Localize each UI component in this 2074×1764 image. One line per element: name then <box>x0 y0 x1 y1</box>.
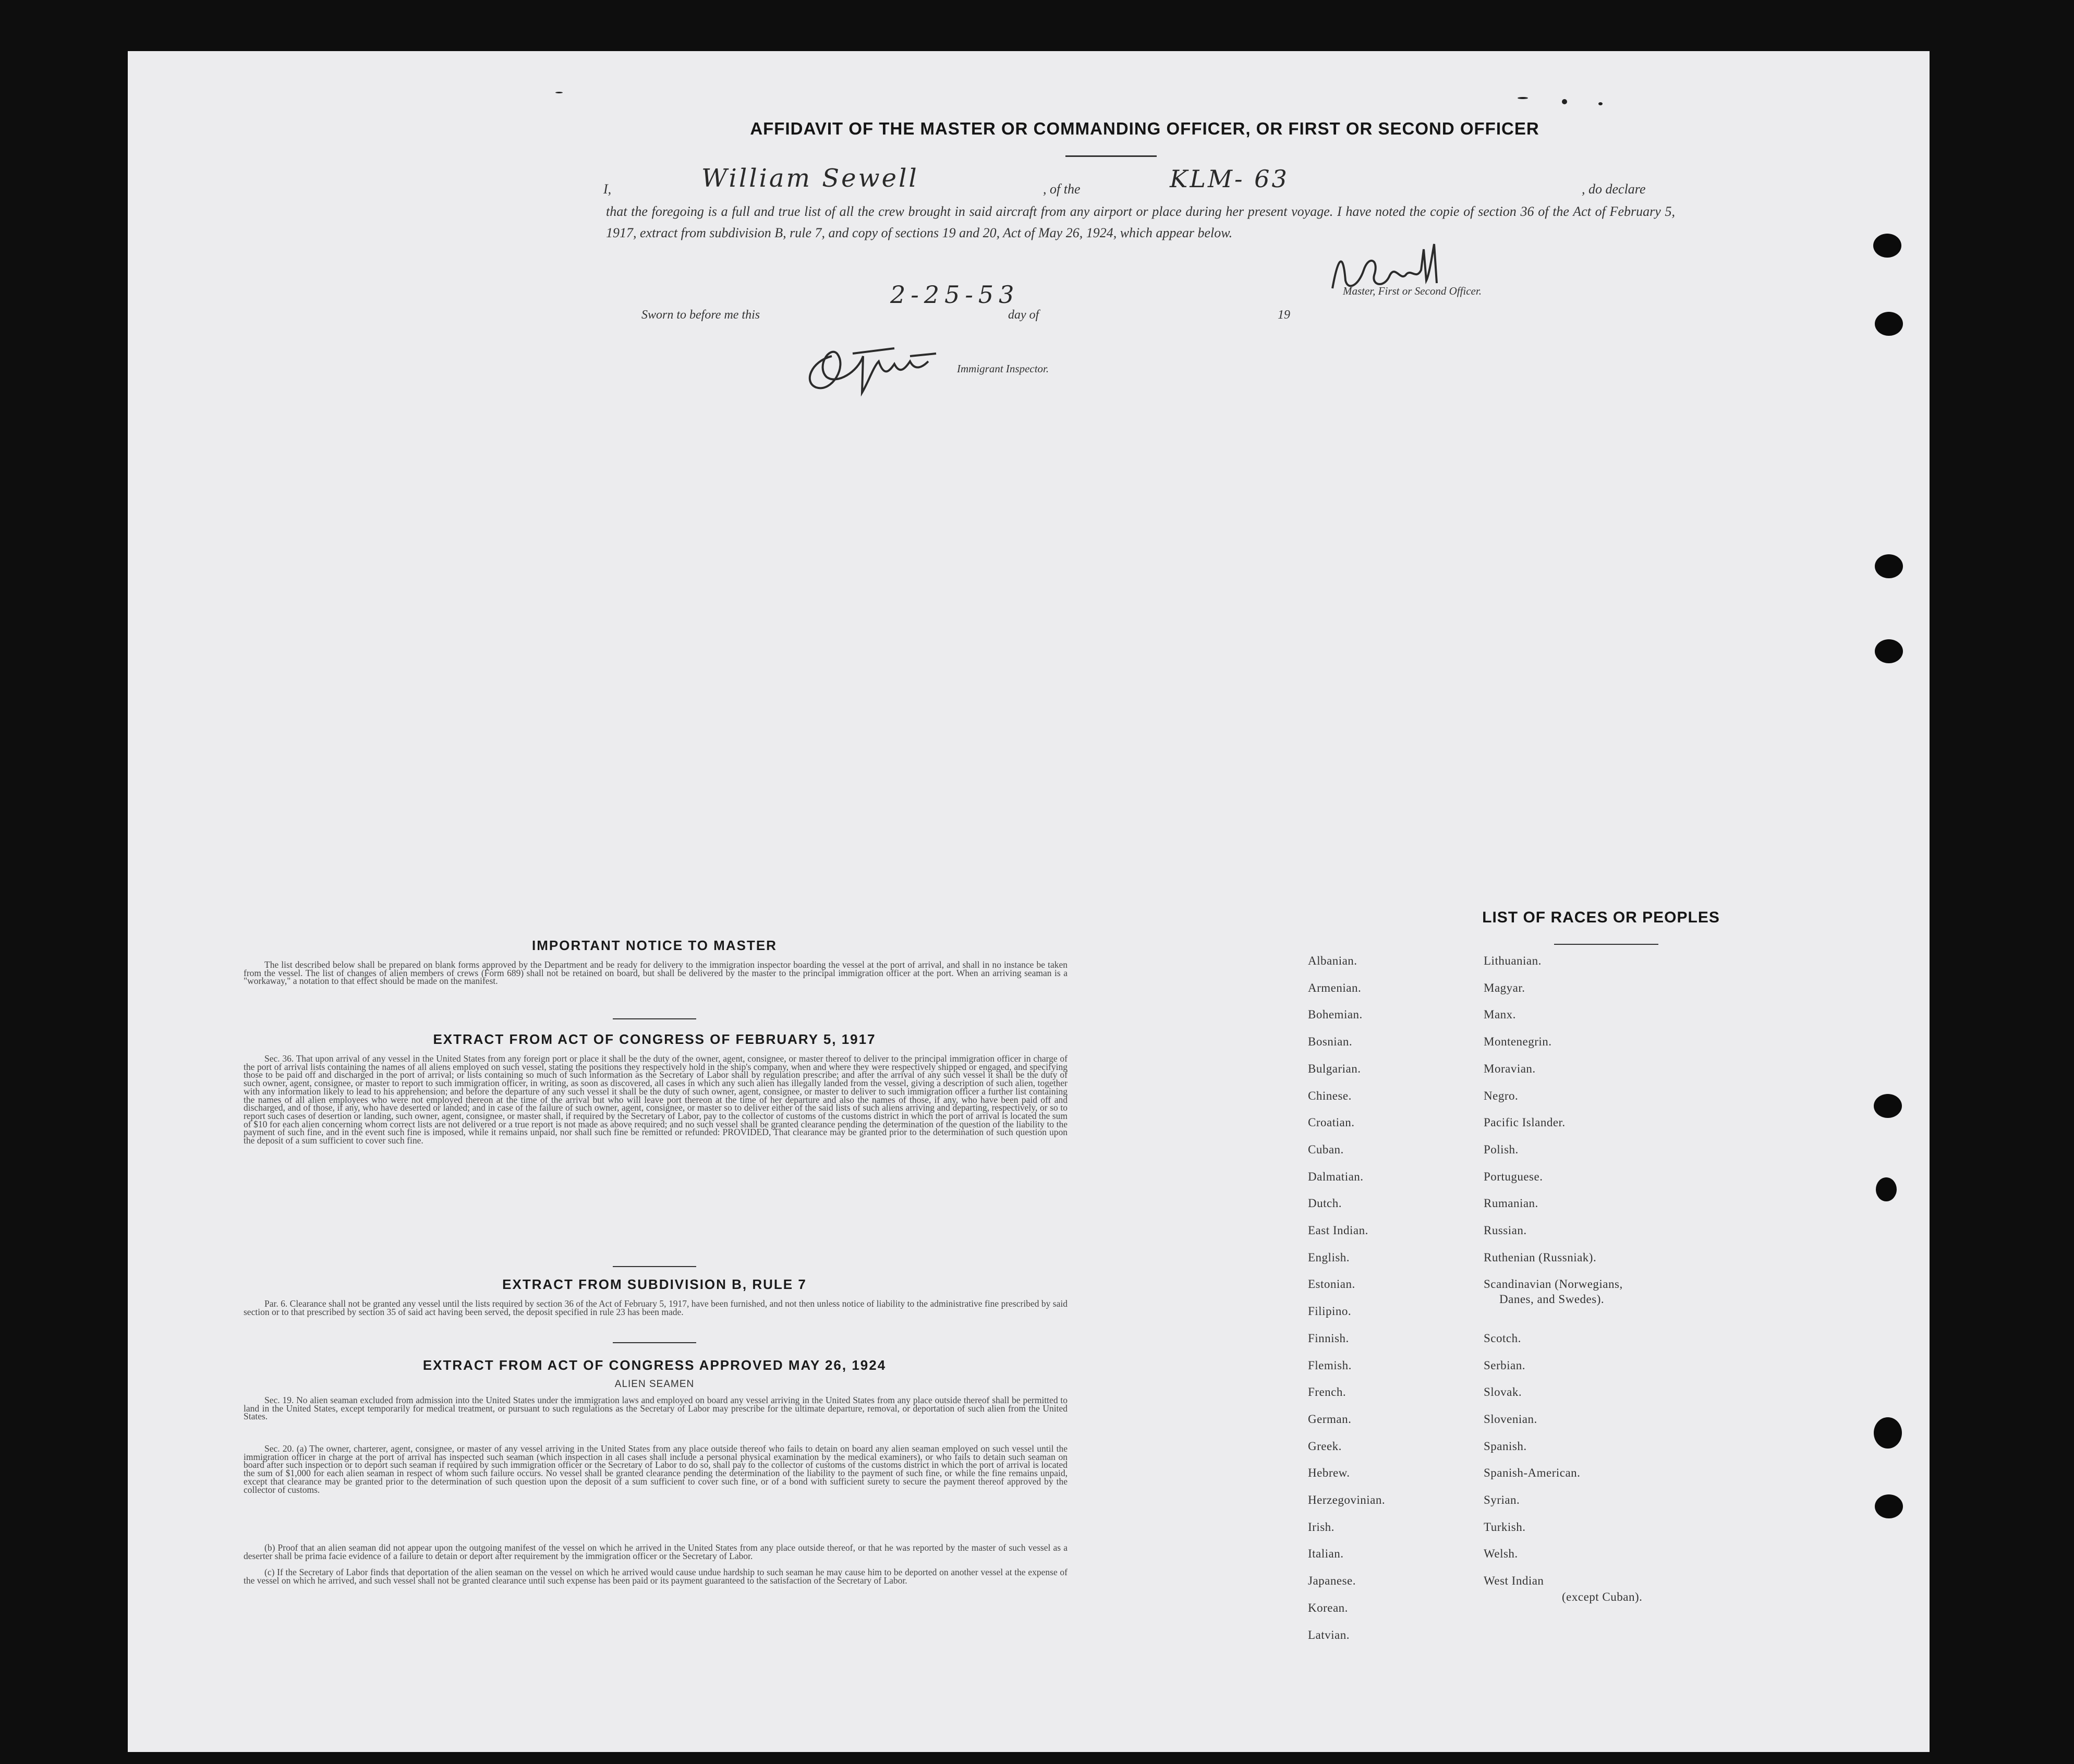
section-rule <box>613 1342 696 1343</box>
race-item: Moravian. <box>1484 1062 1536 1075</box>
speck <box>1562 99 1567 104</box>
race-item: Spanish. <box>1484 1439 1527 1453</box>
act-1924-sec19: Sec. 19. No alien seaman excluded from admission into the United States under the immigration laws and employed on board any vessel arriving in the United States from any place outside thereof shall be permitted to land in the United States, except temporarily for medical treatment, or pursuant to such regulations as the Secretary of Labor may prescribe for the ultimate departure, removal, or deportation of such alien from the United States. <box>244 1395 1068 1422</box>
race-item: Negro. <box>1484 1089 1519 1102</box>
alien-seamen-subtitle: ALIEN SEAMEN <box>614 1379 695 1390</box>
race-item: Scandinavian (Norwegians, <box>1484 1278 1623 1291</box>
race-item: Montenegrin. <box>1484 1035 1552 1049</box>
race-item: Japanese. <box>1308 1574 1356 1588</box>
race-item: Flemish. <box>1308 1358 1352 1372</box>
race-item: Welsh. <box>1484 1547 1518 1561</box>
races-rule <box>1554 944 1658 945</box>
race-item: Dutch. <box>1308 1197 1342 1210</box>
race-item: Slovenian. <box>1484 1412 1537 1426</box>
punch-hole <box>1875 1494 1903 1518</box>
race-item: Polish. <box>1484 1142 1519 1156</box>
act-1924-sec20c: (c) If the Secretary of Labor finds that deportation of the alien seaman on the vessel on which he arrived would cause undue hardship to such seaman he may cause him to be deported on another vessel at the expense of the vessel on which he arrived, and such vessel shall not be granted clearance until such expense has been paid or its payment guaranteed to the satisfaction of the Secretary of Labor. <box>244 1567 1068 1586</box>
race-item: Chinese. <box>1308 1089 1352 1102</box>
race-item: Finnish. <box>1308 1331 1349 1345</box>
notice-text: The list described below shall be prepared on blank forms approved by the Department and be ready for delivery to the immigration inspector boarding the vessel at the port of arrival, and shall in no instance be taken from the vessel. The list of changes of alien members of crews (Form 689) shall not be retained on board, but shall be delivered by the master to the principal immigration officer at the port. When an arriving seaman is a "workaway," a notation to that effect should be made on the manifest. <box>244 959 1068 987</box>
race-item: Dalmatian. <box>1308 1170 1364 1183</box>
race-item: English. <box>1308 1250 1350 1264</box>
race-item: German. <box>1308 1412 1352 1426</box>
section-rule <box>613 1018 696 1019</box>
rule7-title: EXTRACT FROM SUBDIVISION B, RULE 7 <box>502 1276 807 1292</box>
notice-title: IMPORTANT NOTICE TO MASTER <box>532 938 777 953</box>
affidavit-do-declare: , do declare <box>1582 181 1646 197</box>
race-item: Filipino. <box>1308 1305 1352 1318</box>
race-item: Turkish. <box>1484 1520 1526 1534</box>
year-label: 19 <box>1278 308 1290 322</box>
race-item: Hebrew. <box>1308 1466 1350 1480</box>
races-title: LIST OF RACES OR PEOPLES <box>1482 909 1720 926</box>
handwritten-craft: KLM- 63 <box>1170 165 1289 193</box>
race-item: Spanish-American. <box>1484 1466 1581 1480</box>
punch-hole <box>1874 1094 1902 1118</box>
race-item: Croatian. <box>1308 1116 1355 1129</box>
affidavit-title: AFFIDAVIT OF THE MASTER OR COMMANDING OFFICER, OR FIRST OR SECOND OFFICER <box>750 119 1539 138</box>
affidavit-of-the: , of the <box>1043 181 1081 197</box>
section-rule <box>613 1266 696 1267</box>
punch-hole <box>1875 312 1903 336</box>
race-item: Russian. <box>1484 1224 1527 1237</box>
race-item: (except Cuban). <box>1562 1590 1643 1604</box>
race-item: Herzegovinian. <box>1308 1493 1386 1506</box>
handwritten-name: William Sewell <box>701 164 919 193</box>
race-item: French. <box>1308 1385 1347 1399</box>
race-item: Lithuanian. <box>1484 954 1542 967</box>
affidavit-i-label: I, <box>603 181 612 197</box>
race-item: Slovak. <box>1484 1385 1522 1399</box>
punch-hole <box>1876 1177 1897 1201</box>
inspector-label: Immigrant Inspector. <box>957 362 1049 375</box>
race-item: Latvian. <box>1308 1628 1350 1641</box>
race-item: Danes, and Swedes). <box>1499 1292 1605 1306</box>
race-item: Serbian. <box>1484 1358 1526 1372</box>
race-item: Bosnian. <box>1308 1035 1353 1049</box>
race-item: West Indian <box>1484 1574 1544 1588</box>
act-1924-sec20a: Sec. 20. (a) The owner, charterer, agent, consignee, or master of any vessel arriving in the United States from any place outside thereof who fails to detain on board any alien seaman employed on such vessel until the immigration officer in charge at the port of arrival has inspected such seaman (which inspection in all cases shall include a personal physical examination by the medical examiners), or who fails to detain such seaman on board after such inspection or to deport such seaman if required by such immigration officer or the Secretary of Labor to do so, shall pay to the collector of customs of the customs district in which the port of arrival is located the sum of $1,000 for each alien seaman in respect of whom such failure occurs. No vessel shall be granted clearance pending the determination of the liability to the payment of such fine, or while the fine remains unpaid, except that clearance may be granted prior to the determination of such question upon the deposit of a sum sufficient to cover such fine, or of a bond with sufficient surety to secure the payment thereof approved by the collector of customs. <box>244 1443 1068 1495</box>
race-item: Rumanian. <box>1484 1197 1538 1210</box>
race-item: Bohemian. <box>1308 1008 1363 1021</box>
race-item: Armenian. <box>1308 981 1362 994</box>
race-item: Cuban. <box>1308 1142 1344 1156</box>
affidavit-body: that the foregoing is a full and true list of all the crew brought in said aircraft from any airport or place during her present voyage. I have noted the copie of section 36 of the Act of February 5, 1917, extract from subdivision B, rule 7, and copy of sections 19 and 20, Act of May 26, 1924, which appear below. <box>606 204 1675 240</box>
race-item: Estonian. <box>1308 1278 1355 1291</box>
race-item: Korean. <box>1308 1601 1348 1614</box>
act-1924-sec20b: (b) Proof that an alien seaman did not appear upon the outgoing manifest of the vessel on which he arrived in the United States from any place outside thereof, or that he was reported by the master of such vessel as a deserter shall be prima facie evidence of a failure to detain or deport after requirement by the immigration officer or the Secretary of Labor. <box>244 1542 1068 1561</box>
punch-hole <box>1873 234 1901 258</box>
speck <box>1598 102 1603 105</box>
sworn-label: Sworn to before me this <box>641 308 760 322</box>
race-item: Portuguese. <box>1484 1170 1543 1183</box>
speck <box>1518 97 1528 99</box>
punch-hole <box>1874 1417 1902 1449</box>
race-item: Italian. <box>1308 1547 1344 1561</box>
inspector-signature <box>801 325 973 413</box>
race-item: Albanian. <box>1308 954 1357 967</box>
act-1917-text: Sec. 36. That upon arrival of any vessel in the United States from any foreign port or place it shall be the duty of the owner, agent, consignee, or master thereof to deliver to the principal immigration officer in charge of the port of arrival lists containing the names of all aliens employed on such vessel, stating the positions they respectively hold in the ship's company, when and where they were respectively shipped or engaged, and specifying those to be paid off and discharged in the port of arrival; or lists containing so much of such information as the Secretary of Labor shall by regulation prescribe; and after the arrival of any such vessel it shall be the duty of such owner, agent, consignee, or master to report to such immigration officer, in writing, as soon as discovered, all cases in which any such alien has illegally landed from the vessel, giving a description of such alien, together with any information likely to lead to his apprehension; and before the departure of any such vessel it shall be the duty of such owner, agent, consignee, or master to deliver to such immigration officer a further list containing the names of all alien employees who were not employed thereon at the time of the arrival but who will leave port thereon at the time of her departure and also the names of those, if any, who have been paid off and discharged, and of those, if any, who have deserted or landed; and in case of the failure of such owner, agent, consignee, or master so to deliver either of the said lists of such aliens arriving and departing, respectively, or so to report such cases of desertion or landing, such owner, agent, consignee, or master shall, if required by the Secretary of Labor, pay to the collector of customs of the customs district in which the port of arrival is located the sum of $10 for each alien concerning whom correct lists are not delivered or a true report is not made as above required; and no such vessel shall be granted clearance pending the determination of the question of the liability to the payment of such fine, and in the event such fine is imposed, while it remains unpaid, nor shall such fine be remitted or refunded: PROVIDED, That clearance may be granted prior to the determination of such question upon the deposit of a sum sufficient to cover such fine. <box>244 1053 1068 1146</box>
act-1924-title: EXTRACT FROM ACT OF CONGRESS APPROVED MAY 26, 1924 <box>422 1357 887 1373</box>
signature-role-label: Master, First or Second Officer. <box>1343 285 1482 297</box>
speck <box>555 92 563 93</box>
race-item: Bulgarian. <box>1308 1062 1361 1075</box>
race-item: Ruthenian (Russniak). <box>1484 1250 1597 1264</box>
rule7-text: Par. 6. Clearance shall not be granted any vessel until the lists required by section 36 of the Act of February 5, 1917, have been furnished, and not then unless notice of liability to the administrative fine prescribed by said section or to that prescribed by section 35 of said act having been served, the deposit specified in rule 23 has been made. <box>244 1298 1068 1317</box>
title-rule <box>1065 155 1157 157</box>
race-item: Syrian. <box>1484 1493 1520 1506</box>
handwritten-date: 2-25-53 <box>890 281 1020 309</box>
day-of-label: day of <box>1008 308 1039 322</box>
punch-hole <box>1875 639 1903 663</box>
document-sheet <box>128 51 1930 1752</box>
race-item: Greek. <box>1308 1439 1342 1453</box>
race-item: Pacific Islander. <box>1484 1116 1566 1129</box>
race-item: East Indian. <box>1308 1224 1368 1237</box>
punch-hole <box>1875 554 1903 578</box>
race-item: Irish. <box>1308 1520 1335 1534</box>
race-item: Magyar. <box>1484 981 1525 994</box>
race-item: Scotch. <box>1484 1331 1521 1345</box>
act-1917-title: EXTRACT FROM ACT OF CONGRESS OF FEBRUARY 5, 1917 <box>433 1031 876 1047</box>
race-item: Manx. <box>1484 1008 1516 1021</box>
